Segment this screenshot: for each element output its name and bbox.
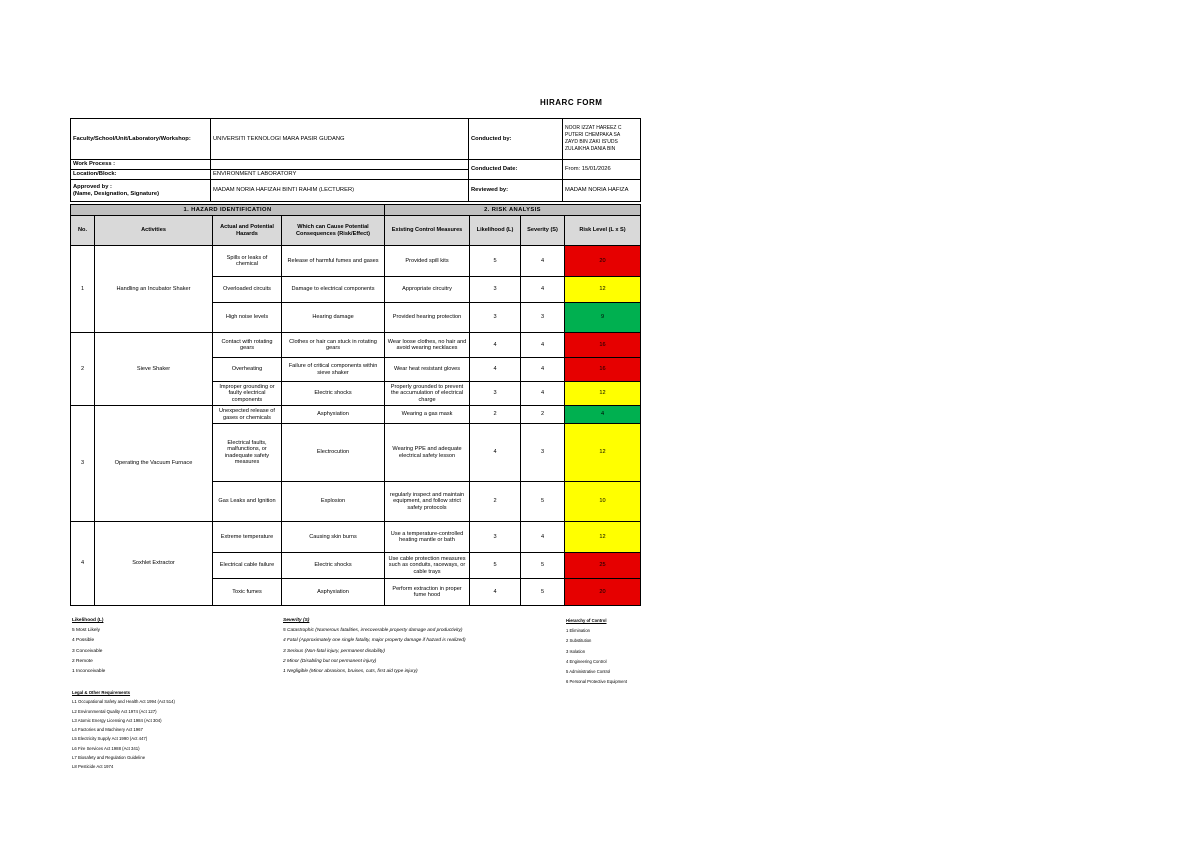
control-cell: regularly inspect and maintain equipment, and follow strict safety protocols (385, 482, 470, 522)
likelihood-legend-item: 2 Remote (72, 658, 93, 664)
effect-cell: Release of harmful fumes and gases (282, 246, 385, 277)
likelihood-cell: 4 (470, 424, 521, 482)
approved-value: MADAM NORIA HAFIZAH BINTI RAHIM (LECTURER) (211, 180, 469, 202)
likelihood-legend-item: 1 Inconceivable (72, 669, 106, 675)
approved-by-text: Approved by : (73, 183, 112, 190)
severity-cell: 5 (521, 553, 565, 579)
legal-legend-item: L1 Occupational Safety and Health Act 1994 (Act 514) (72, 699, 175, 705)
severity-cell: 2 (521, 406, 565, 424)
effect-cell: Electrocution (282, 424, 385, 482)
header-likelihood: Likelihood (L) (470, 216, 521, 246)
control-cell: Use cable protection measures such as conduits, raceways, or cable trays (385, 553, 470, 579)
effect-cell: Asphyxiation (282, 579, 385, 606)
faculty-value: UNIVERSITI TEKNOLOGI MARA PASIR GUDANG (211, 119, 469, 160)
legal-legend-item: L7 Biosafety and Regulation Guideline (72, 755, 146, 761)
hazard-cell: Gas Leaks and Ignition (213, 482, 282, 522)
severity-legend-item: 4 Fatal (Approximately one single fatality, major property damage if hazard is realized) (283, 638, 466, 644)
conducted-by-name: NOOR IZZAT HAREEZ C (565, 124, 622, 131)
likelihood-cell: 4 (470, 358, 521, 382)
control-cell: Use a temperature-controlled heating mantle or bath (385, 522, 470, 553)
risk-level-cell: 12 (565, 382, 641, 406)
effect-cell: Causing skin burns (282, 522, 385, 553)
effect-cell: Failure of critical components within sieve shaker (282, 358, 385, 382)
location-value: ENVIRONMENT LABORATORY (211, 170, 469, 180)
hirarc-table (70, 204, 641, 606)
hazard-cell: Electrical cable failure (213, 553, 282, 579)
control-legend-item: 1 Elimination (566, 628, 590, 634)
severity-legend (283, 616, 466, 677)
table-row (71, 333, 641, 358)
hazard-cell: Contact with rotating gears (213, 333, 282, 358)
header-no: No. (71, 216, 95, 246)
risk-level-cell: 12 (565, 277, 641, 303)
effect-cell: Electric shocks (282, 382, 385, 406)
reviewed-label: Reviewed by: (469, 180, 563, 202)
risk-level-cell: 20 (565, 579, 641, 606)
legal-legend-item: L5 Electricity Supply Act 1990 (Act 447) (72, 736, 148, 742)
control-legend-item: 2 Substitution (566, 638, 592, 644)
conducted-date-value: From: 15/01/2026 (563, 160, 641, 180)
hazard-cell: Overheating (213, 358, 282, 382)
location-label: Location/Block: (71, 170, 211, 180)
control-legend-item: 4 Engineering Control (566, 658, 607, 664)
header-controls: Existing Control Measures (385, 216, 470, 246)
hazard-cell: Overloaded circuits (213, 277, 282, 303)
activity-cell: Operating the Vacuum Furnace (95, 406, 213, 522)
control-cell: Wear heat resistant gloves (385, 358, 470, 382)
severity-cell: 4 (521, 522, 565, 553)
severity-cell: 4 (521, 246, 565, 277)
legal-legend-title: Legal & Other Requirements (72, 690, 131, 695)
control-cell: Wearing a gas mask (385, 406, 470, 424)
severity-cell: 4 (521, 382, 565, 406)
control-cell: Provided hearing protection (385, 303, 470, 333)
table-row (71, 246, 641, 277)
severity-legend-item: 3 Serious (Non-fatal injury, permanent disability) (283, 648, 386, 654)
header-severity: Severity (S) (521, 216, 565, 246)
activity-cell: Handling an Incubator Shaker (95, 246, 213, 333)
header-effects: Which can Cause Potential Consequences (Risk/Effect) (282, 216, 385, 246)
hazard-cell: High noise levels (213, 303, 282, 333)
likelihood-cell: 4 (470, 333, 521, 358)
severity-legend-title: Severity (S) (283, 618, 310, 623)
work-process-value (211, 160, 469, 170)
severity-legend-item: 2 Minor (Disabling but not permanent injury) (283, 658, 377, 664)
severity-cell: 4 (521, 333, 565, 358)
conducted-by-label: Conducted by: (469, 119, 563, 160)
section-hazard-identification: 1. HAZARD IDENTIFICATION (71, 205, 385, 216)
effect-cell: Explosion (282, 482, 385, 522)
conducted-by-name: ZAYD BIN ZAKI IS'UDS (565, 139, 618, 145)
likelihood-cell: 2 (470, 482, 521, 522)
conducted-date-label: Conducted Date: (469, 160, 563, 180)
conducted-by-value (563, 119, 641, 160)
likelihood-cell: 3 (470, 303, 521, 333)
control-cell: Wearing PPE and adequate electrical safety lesson (385, 424, 470, 482)
control-cell: Properly grounded to prevent the accumulation of electrical charge (385, 382, 470, 406)
hazard-cell: Improper grounding or faulty electrical components (213, 382, 282, 406)
work-process-label: Work Process : (71, 160, 211, 170)
reviewed-value: MADAM NORIA HAFIZA (563, 180, 641, 202)
header-activities: Activities (95, 216, 213, 246)
effect-cell: Asphyxiation (282, 406, 385, 424)
likelihood-legend-item: 4 Possible (72, 638, 95, 644)
risk-level-cell: 16 (565, 333, 641, 358)
severity-legend-item: 1 Negligible (Minor abrasions, bruises, cuts, first aid type injury) (283, 669, 418, 675)
likelihood-cell: 5 (470, 553, 521, 579)
likelihood-cell: 4 (470, 579, 521, 606)
section-risk-analysis: 2. RISK ANALYSIS (385, 205, 641, 216)
effect-cell: Clothes or hair can stuck in rotating gears (282, 333, 385, 358)
legal-legend-item: L4 Factories and Machinery Act 1967 (72, 727, 143, 733)
severity-legend-item: 5 Catastrophic (Numerous fatalities, irrecoverable property damage and productivity) (283, 628, 463, 634)
table-row (71, 406, 641, 424)
legal-requirements-legend (72, 688, 175, 772)
risk-level-cell: 4 (565, 406, 641, 424)
likelihood-cell: 3 (470, 277, 521, 303)
control-hierarchy-legend (566, 616, 627, 687)
form-title: HIRARC FORM (540, 98, 603, 107)
row-number: 1 (71, 246, 95, 333)
control-legend-item: 3 Isolation (566, 648, 586, 654)
legal-legend-item: L8 Pesticide Act 1974 (72, 764, 114, 770)
control-cell: Perform extraction in proper fume hood (385, 579, 470, 606)
control-cell: Wear loose clothes, no hair and avoid wearing necklaces (385, 333, 470, 358)
likelihood-legend-item: 5 Most Likely (72, 628, 100, 634)
hazard-cell: Electrical faults, malfunctions, or inadequate safety measures (213, 424, 282, 482)
hazard-cell: Toxic fumes (213, 579, 282, 606)
control-legend-item: 6 Personal Protective Equipment (566, 679, 627, 685)
conducted-by-name: ZULAIKHA DANIA BIN (565, 146, 616, 153)
likelihood-cell: 2 (470, 406, 521, 424)
info-table (70, 118, 641, 202)
risk-level-cell: 16 (565, 358, 641, 382)
severity-cell: 4 (521, 277, 565, 303)
risk-level-cell: 12 (565, 424, 641, 482)
likelihood-cell: 3 (470, 522, 521, 553)
conducted-by-name: PUTERI CHEMPAKA SA (565, 131, 621, 138)
legal-legend-item: L2 Environmental Quality Act 1974 (Act 127) (72, 708, 157, 714)
effect-cell: Electric shocks (282, 553, 385, 579)
effect-cell: Hearing damage (282, 303, 385, 333)
control-legend-title: Hierarchy of Control (566, 618, 607, 623)
legal-legend-item: L3 Atomic Energy Licensing Act 1984 (Act 304) (72, 717, 162, 723)
risk-level-cell: 12 (565, 522, 641, 553)
risk-level-cell: 20 (565, 246, 641, 277)
severity-cell: 4 (521, 358, 565, 382)
hazard-cell: Extreme temperature (213, 522, 282, 553)
likelihood-legend-title: Likelihood (L) (72, 618, 104, 623)
control-cell: Provided spill kits (385, 246, 470, 277)
severity-cell: 5 (521, 482, 565, 522)
legal-legend-item: L6 Fire Services Act 1988 (Act 341) (72, 745, 140, 751)
activity-cell: Soxhlet Extractor (95, 522, 213, 606)
activity-cell: Sieve Shaker (95, 333, 213, 406)
approved-label (71, 180, 211, 202)
header-risk-level: Risk Level (L x S) (565, 216, 641, 246)
likelihood-cell: 3 (470, 382, 521, 406)
severity-cell: 5 (521, 579, 565, 606)
likelihood-legend-item: 3 Conceivable (72, 648, 103, 654)
table-row (71, 522, 641, 553)
approved-sub-text: (Name, Designation, Signature) (73, 190, 159, 197)
likelihood-legend (72, 616, 105, 677)
control-cell: Appropriate circuitry (385, 277, 470, 303)
header-hazard: Actual and Potential Hazards (213, 216, 282, 246)
hazard-cell: Unexpected release of gases or chemicals (213, 406, 282, 424)
row-number: 2 (71, 333, 95, 406)
severity-cell: 3 (521, 303, 565, 333)
effect-cell: Damage to electrical components (282, 277, 385, 303)
likelihood-cell: 5 (470, 246, 521, 277)
severity-cell: 3 (521, 424, 565, 482)
risk-level-cell: 25 (565, 553, 641, 579)
risk-level-cell: 10 (565, 482, 641, 522)
control-legend-item: 5 Administrative Control (566, 669, 611, 675)
hazard-cell: Spills or leaks of chemical (213, 246, 282, 277)
row-number: 3 (71, 406, 95, 522)
faculty-label: Faculty/School/Unit/Laboratory/Workshop: (71, 119, 211, 160)
risk-level-cell: 9 (565, 303, 641, 333)
row-number: 4 (71, 522, 95, 606)
